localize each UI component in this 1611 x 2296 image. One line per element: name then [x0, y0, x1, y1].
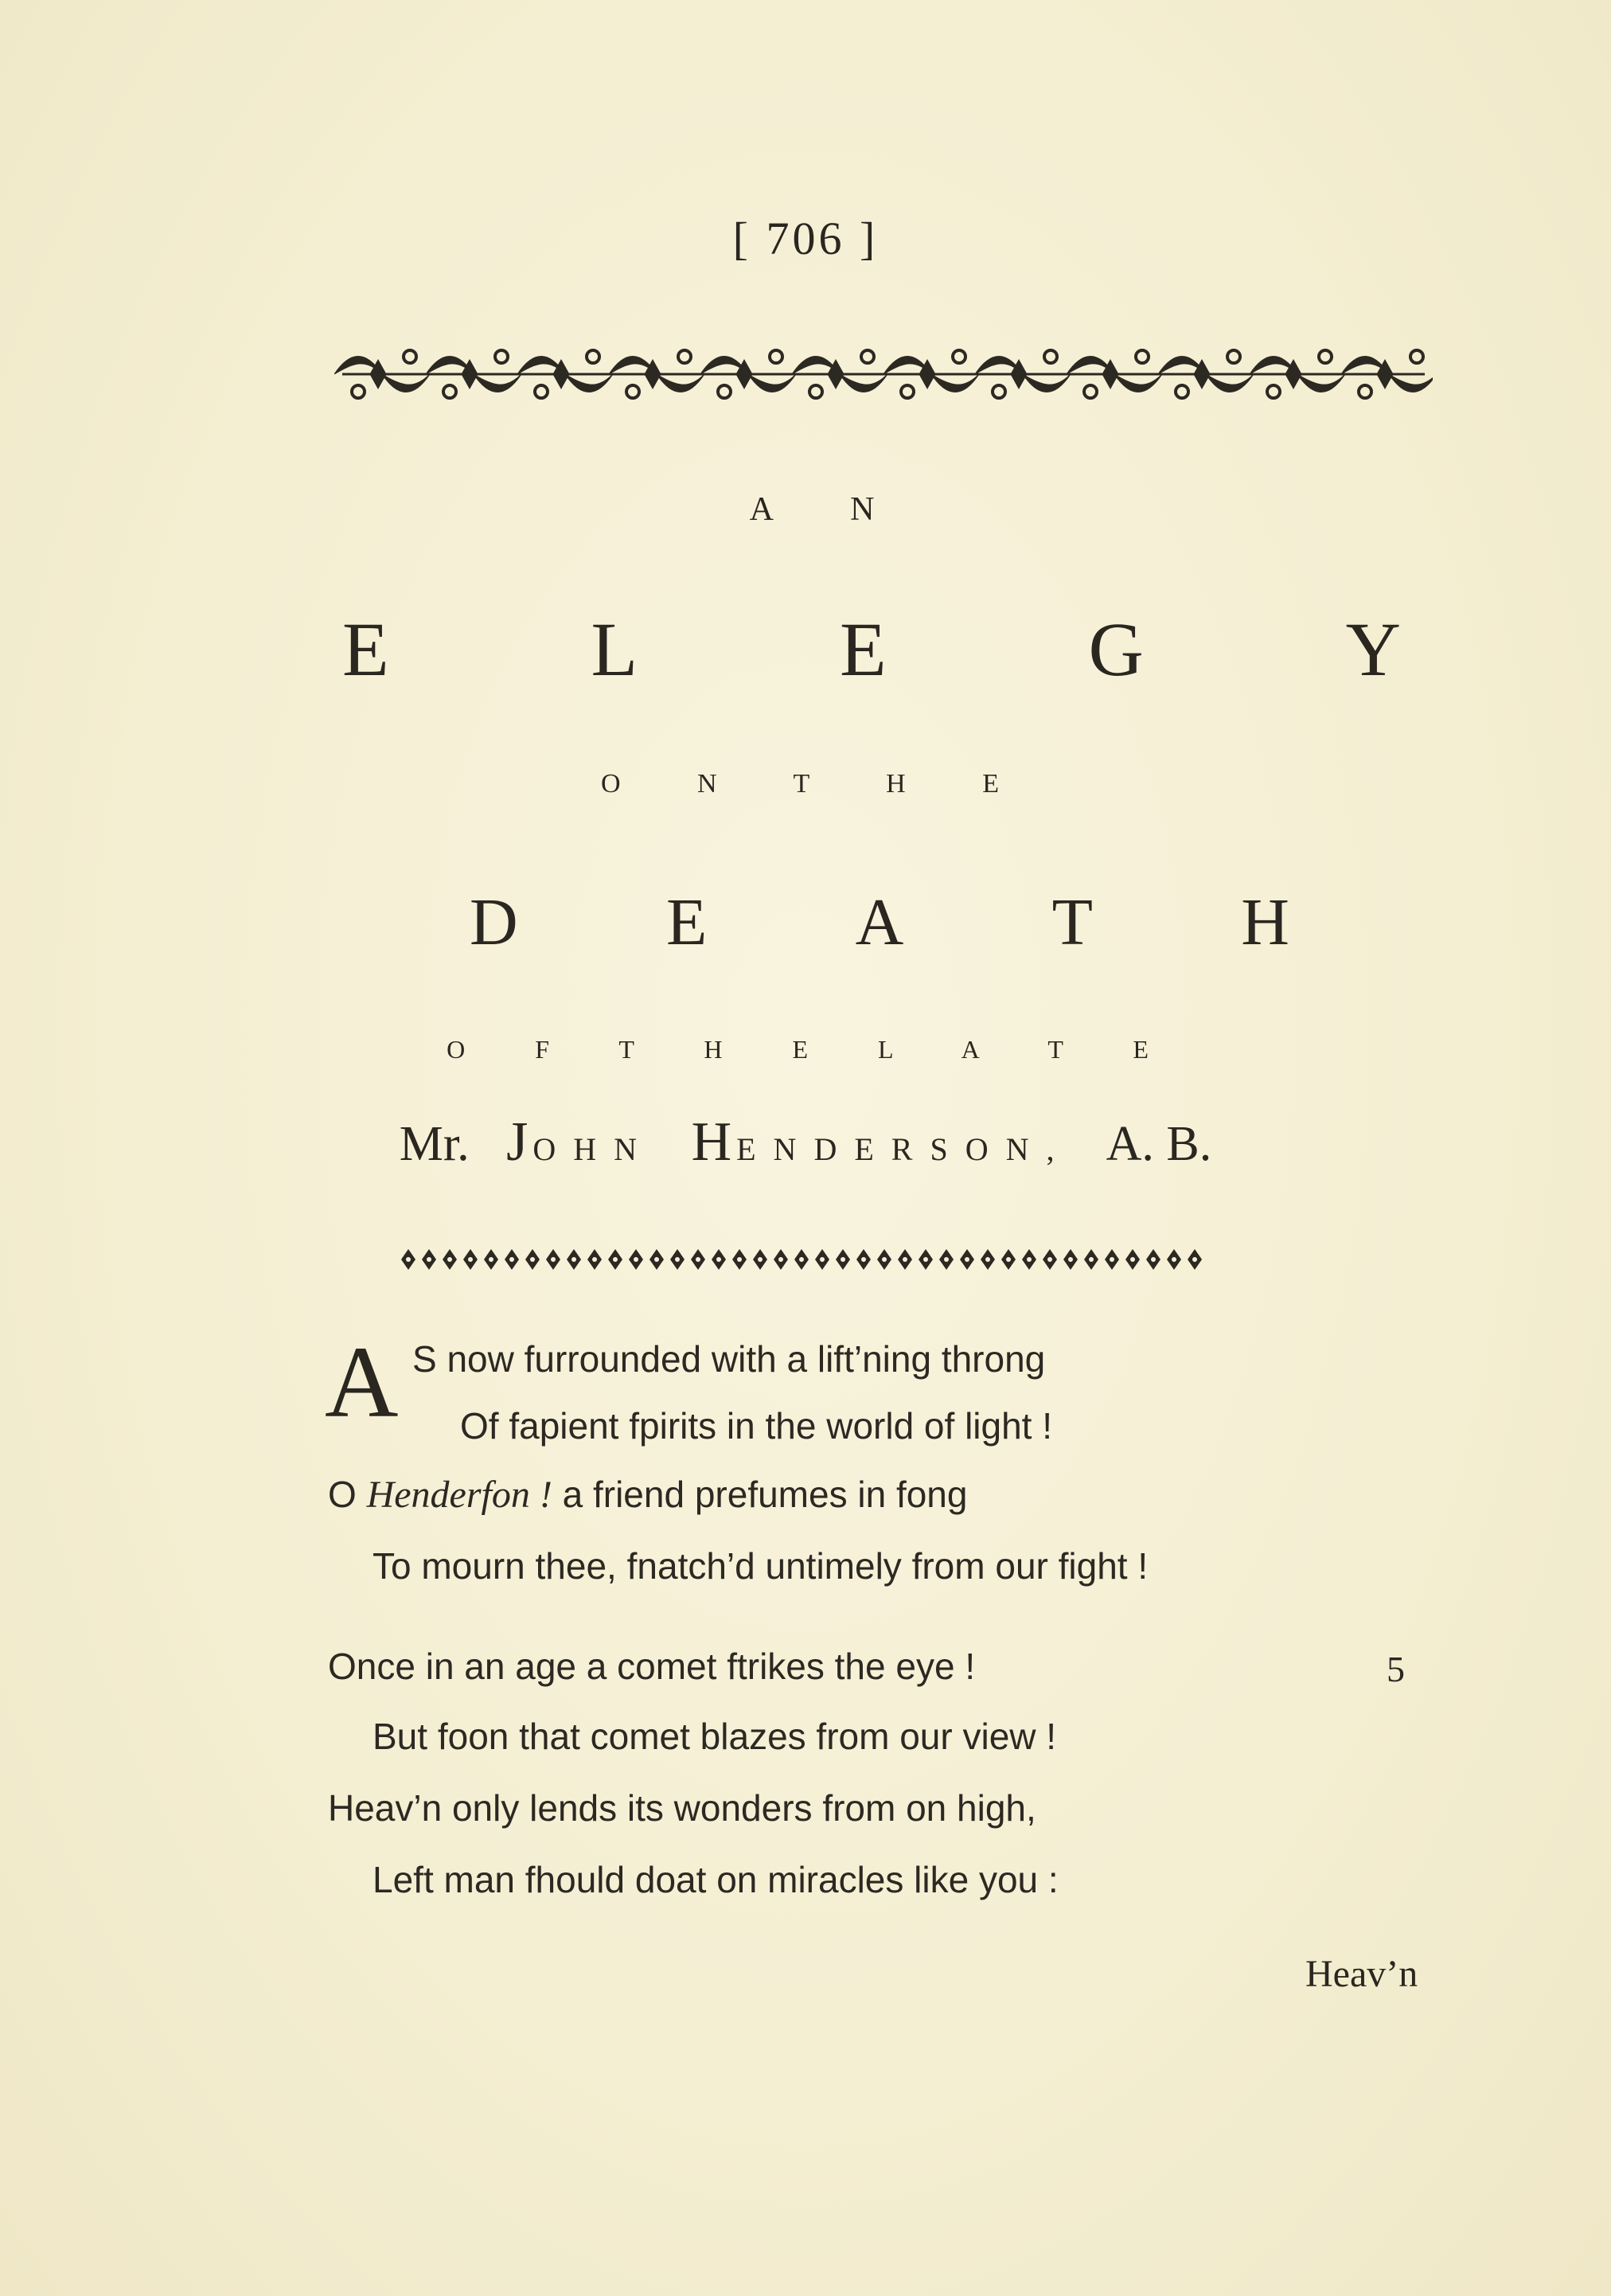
drop-cap: A [325, 1326, 399, 1439]
verse-line: Of fapient fpirits in the world of light ! [460, 1405, 1053, 1447]
line-number: 5 [1387, 1649, 1405, 1689]
verse-line-rest: a friend prefumes in fong [562, 1474, 968, 1515]
first-initial: J [506, 1111, 533, 1173]
title-an: A N [749, 491, 910, 528]
verse-line: Heav’n only lends its wonders from on high, [328, 1787, 1036, 1829]
verse-line-prefix: O [328, 1474, 357, 1515]
last-name-rest: ENDERSON, [736, 1131, 1072, 1167]
last-initial: H [691, 1111, 737, 1173]
death-letter: D [470, 885, 518, 959]
verse-line: But foon that comet blazes from our view ! [373, 1716, 1057, 1757]
degree: A. B. [1106, 1117, 1212, 1171]
elegy-letter: E [839, 607, 887, 692]
verse-line: Once in an age a comet ftrikes the eye ! [328, 1646, 976, 1687]
death-letter: A [855, 885, 904, 959]
verse-line: S now furrounded with a lift’ning throng [412, 1338, 1046, 1380]
death-letter: T [1051, 885, 1093, 959]
verse-line [328, 1473, 967, 1517]
catchword: Heav’n [1305, 1953, 1418, 1995]
first-name-rest: OHN [532, 1131, 655, 1167]
elegy-letter: E [342, 607, 389, 692]
verse-line: Left man fhould doat on miracles like you : [373, 1859, 1059, 1900]
name-prefix: Mr. [399, 1117, 470, 1171]
death-letter: E [666, 885, 708, 959]
elegy-letter: Y [1345, 607, 1401, 692]
verse-line: To mourn thee, fnatch’d untimely from our fight ! [373, 1545, 1149, 1587]
page-number: [ 706 ] [732, 213, 879, 264]
elegy-letter: G [1088, 607, 1144, 692]
death-letter: H [1241, 885, 1289, 959]
title-of-the-late: O F T H E L A T E [447, 1035, 1180, 1064]
verse-line-italic: Henderfon ! [366, 1474, 552, 1516]
elegy-letter: L [591, 607, 638, 692]
title-on-the: O N T H E [601, 769, 1034, 799]
